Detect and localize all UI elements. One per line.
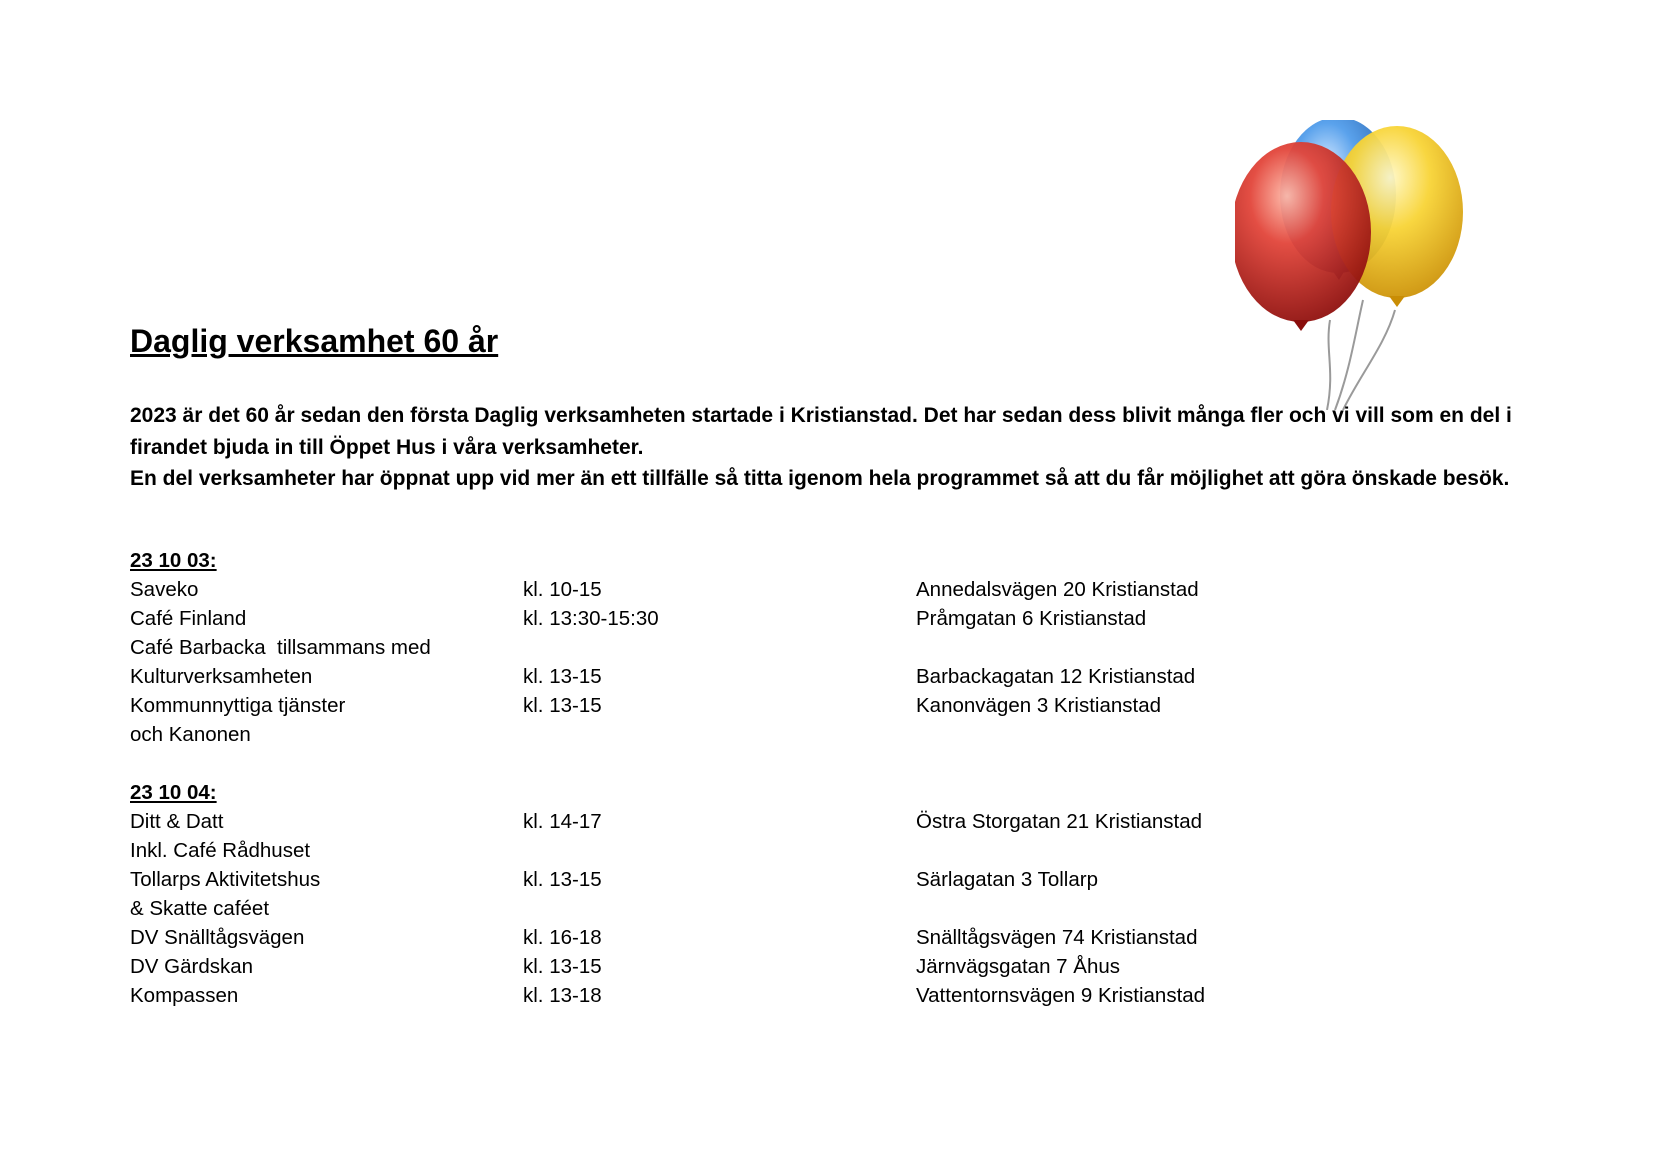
schedule-row [130, 691, 1380, 720]
venue-address: Östra Storgatan 21 Kristianstad [916, 810, 1203, 833]
schedule-row [130, 836, 1380, 865]
venue-address: Snälltågsvägen 74 Kristianstad [916, 926, 1198, 949]
venue-name: Saveko [130, 578, 199, 601]
venue-name: Kommunnyttiga tjänster [130, 694, 346, 717]
red-balloon [1235, 142, 1371, 331]
date-heading: 23 10 03: [130, 549, 217, 572]
venue-address: Pråmgatan 6 Kristianstad [916, 607, 1147, 630]
date-heading: 23 10 04: [130, 781, 217, 804]
opening-time: kl. 13-15 [523, 694, 602, 717]
opening-time: kl. 14-17 [523, 810, 602, 833]
venue-name: och Kanonen [130, 723, 251, 746]
page-title: Daglig verksamhet 60 år [130, 323, 499, 359]
schedule-row [130, 865, 1380, 894]
opening-time: kl. 10-15 [523, 578, 602, 601]
venue-address: Barbackagatan 12 Kristianstad [916, 665, 1196, 688]
balloons-image [1235, 120, 1515, 410]
venue-name: Tollarps Aktivitetshus [130, 868, 321, 891]
schedule-row [130, 662, 1380, 691]
schedule-row [130, 575, 1380, 604]
schedule-row [130, 923, 1380, 952]
intro-text [130, 400, 1550, 495]
intro-paragraph: En del verksamheter har öppnat upp vid mer än ett tillfälle så titta igenom hela programmet så att du får möjlighet att göra önskade besök. [130, 467, 1510, 490]
venue-name: DV Snälltågsvägen [130, 926, 305, 949]
opening-time: kl. 13-15 [523, 868, 602, 891]
schedule-row [130, 633, 1380, 662]
venue-name: Kulturverksamheten [130, 665, 313, 688]
venue-name: DV Gärdskan [130, 955, 254, 978]
venue-address: Annedalsvägen 20 Kristianstad [916, 578, 1199, 601]
opening-time: kl. 13-15 [523, 665, 602, 688]
venue-name: Café Barbacka tillsammans med [130, 636, 431, 659]
schedule-row [130, 894, 1380, 923]
venue-name: Inkl. Café Rådhuset [130, 839, 311, 862]
venue-address: Kanonvägen 3 Kristianstad [916, 694, 1162, 717]
opening-time: kl. 13-15 [523, 955, 602, 978]
venue-address: Järnvägsgatan 7 Åhus [916, 955, 1120, 978]
venue-name: & Skatte caféet [130, 897, 270, 920]
schedule-day [130, 778, 1380, 1010]
schedule-row [130, 981, 1380, 1010]
venue-name: Ditt & Datt [130, 810, 224, 833]
balloon-string [1327, 320, 1330, 410]
venue-name: Kompassen [130, 984, 239, 1007]
schedule-day [130, 546, 1380, 749]
venue-address: Vattentornsvägen 9 Kristianstad [916, 984, 1206, 1007]
intro-paragraph: 2023 är det 60 år sedan den första Daglig verksamheten startade i Kristianstad. Det har sedan dess blivit många fler och vi vill som en del i firandet bjuda in till Öppet Hus i våra verksamheter. [130, 404, 1512, 459]
opening-time: kl. 16-18 [523, 926, 602, 949]
schedule-row [130, 720, 1380, 749]
balloon-string [1335, 300, 1363, 410]
venue-address: Särlagatan 3 Tollarp [916, 868, 1098, 891]
venue-name: Café Finland [130, 607, 247, 630]
opening-time: kl. 13:30-15:30 [523, 607, 659, 630]
schedule-row [130, 604, 1380, 633]
schedule-row [130, 952, 1380, 981]
schedule-row [130, 807, 1380, 836]
opening-time: kl. 13-18 [523, 984, 602, 1007]
